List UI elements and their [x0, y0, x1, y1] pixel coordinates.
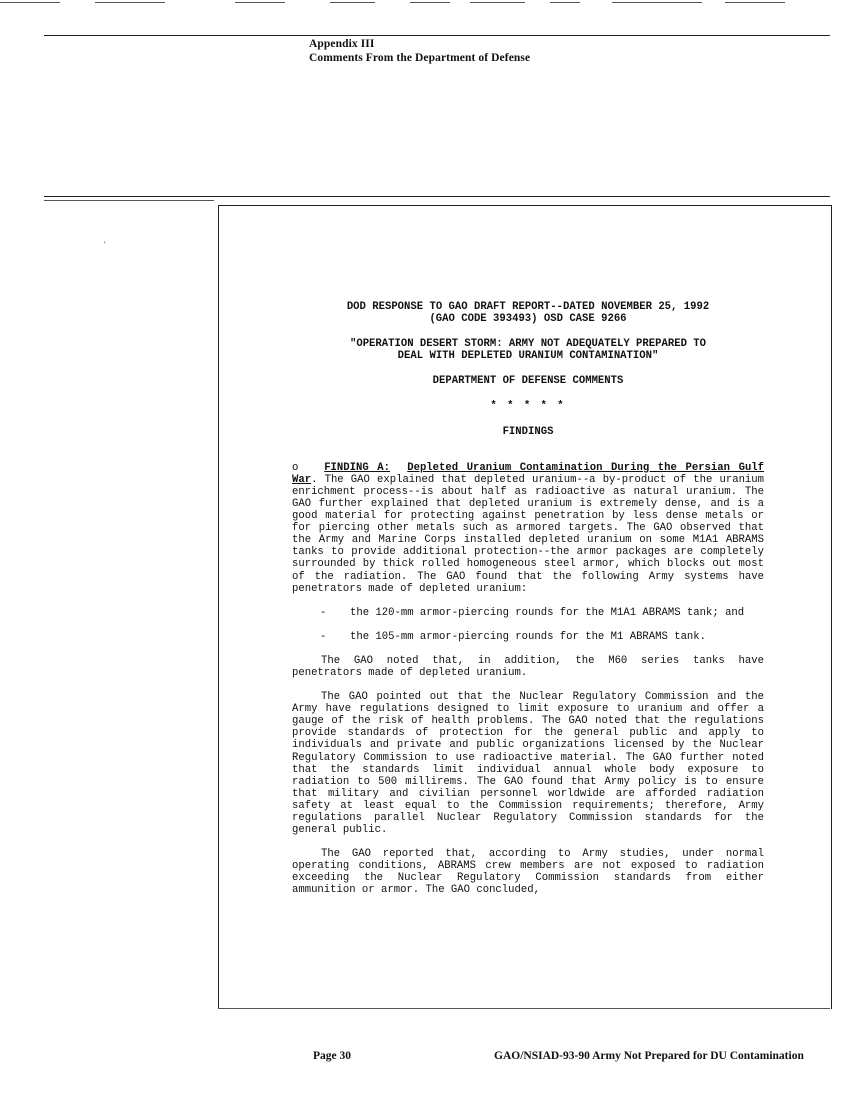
response-title: [292, 301, 764, 325]
finding-a-title: Depleted Uranium Contamination During the Persian Gulf War: [292, 461, 765, 486]
report-subject-line2: DEAL WITH DEPLETED URANIUM CONTAMINATION": [397, 350, 659, 363]
report-subject-line1: "OPERATION DESERT STORM: ARMY NOT ADEQUATELY PREPARED TO: [349, 338, 706, 351]
finding-a-label: FINDING A:: [324, 461, 391, 474]
header-rule: [44, 35, 830, 36]
list-item: [292, 631, 764, 643]
dash-marker: -: [320, 630, 327, 643]
response-title-line1: DOD RESPONSE TO GAO DRAFT REPORT--DATED NOVEMBER 25, 1992: [346, 301, 710, 313]
page-header: [309, 38, 530, 65]
bullet-marker: o: [292, 461, 299, 474]
footer-report-id: GAO/NSIAD-93-90 Army Not Prepared for DU Contamination: [494, 1050, 804, 1062]
response-title-line2: (GAO CODE 393493) OSD CASE 9266: [429, 313, 627, 326]
top-rule-1: [0, 2, 60, 3]
list-item: [292, 607, 764, 619]
top-rule-5: [410, 2, 450, 3]
paragraph-regulations: The GAO pointed out that the Nuclear Regulatory Commission and the Army have regulations designed to limit exposure to uranium and offer a gauge of the risk of health problems. The GAO noted that the regulations provide standards of protection for the general public and apply to individuals and private and public organizations licensed by the Nuclear Regulatory Commission to use radioactive material. The GAO further noted that the standards limit individual annual whole body exposure to radiation to 500 millirems. The GAO found that Army policy is to ensure that military and civilian personnel worldwide are afforded radiation safety at least equal to the Commission requirements; therefore, Army regulations parallel Nuclear Regulatory Commission standards for the general public.: [292, 691, 764, 837]
top-rule-8: [612, 2, 702, 3]
stars-divider: * * * * *: [490, 400, 566, 413]
letter-content: [292, 301, 764, 909]
footer-page-number: Page 30: [313, 1050, 352, 1062]
finding-a-paragraph: [292, 462, 764, 595]
margin-rule: [44, 200, 214, 201]
list-item-text: the 120-mm armor-piercing rounds for the M1A1 ABRAMS tank; and: [350, 606, 745, 619]
department-heading: DEPARTMENT OF DEFENSE COMMENTS: [432, 375, 624, 388]
paragraph-conclusion: The GAO reported that, according to Army studies, under normal operating conditions, ABRAMS crew members are not exposed to radiation exceeding the Nuclear Regulatory Commission standards from either ammunition or armor. The GAO concluded,: [292, 848, 764, 897]
top-rule-4: [330, 2, 375, 3]
top-rule-3: [235, 2, 285, 3]
top-rule-7: [550, 2, 580, 3]
top-rule-2: [95, 2, 165, 3]
dash-marker: -: [320, 606, 327, 619]
top-rule-6: [470, 2, 525, 3]
scan-speck: ': [104, 240, 106, 249]
finding-a-body: . The GAO explained that depleted uranium--a by-product of the uranium enrichment process--is about half as radioactive as natural uranium. The GAO further explained that depleted uranium is extremely dense, and is a good material for protecting against penetration by less dense metals or for piercing other metals such as armored targets. The GAO observed that the Army and Marine Corps installed depleted uranium on some M1A1 ABRAMS tanks to provide additional protection--the armor packages are completely surrounded by thick rolled homogeneous steel armor, which blocks out most of the radiation. The GAO found that the following Army systems have penetrators made of depleted uranium:: [292, 473, 764, 595]
top-rule-9: [725, 2, 785, 3]
list-item-text: the 105-mm armor-piercing rounds for the M1 ABRAMS tank.: [350, 630, 707, 643]
paragraph-m60: The GAO noted that, in addition, the M60 series tanks have penetrators made of depleted uranium.: [292, 654, 764, 679]
letter-frame-bottom: [218, 1008, 830, 1009]
findings-heading: FINDINGS: [502, 425, 554, 438]
appendix-title: Appendix III: [309, 38, 375, 50]
section-rule: [44, 196, 830, 197]
report-subject: [292, 338, 764, 362]
appendix-subtitle: Comments From the Department of Defense: [309, 51, 531, 64]
